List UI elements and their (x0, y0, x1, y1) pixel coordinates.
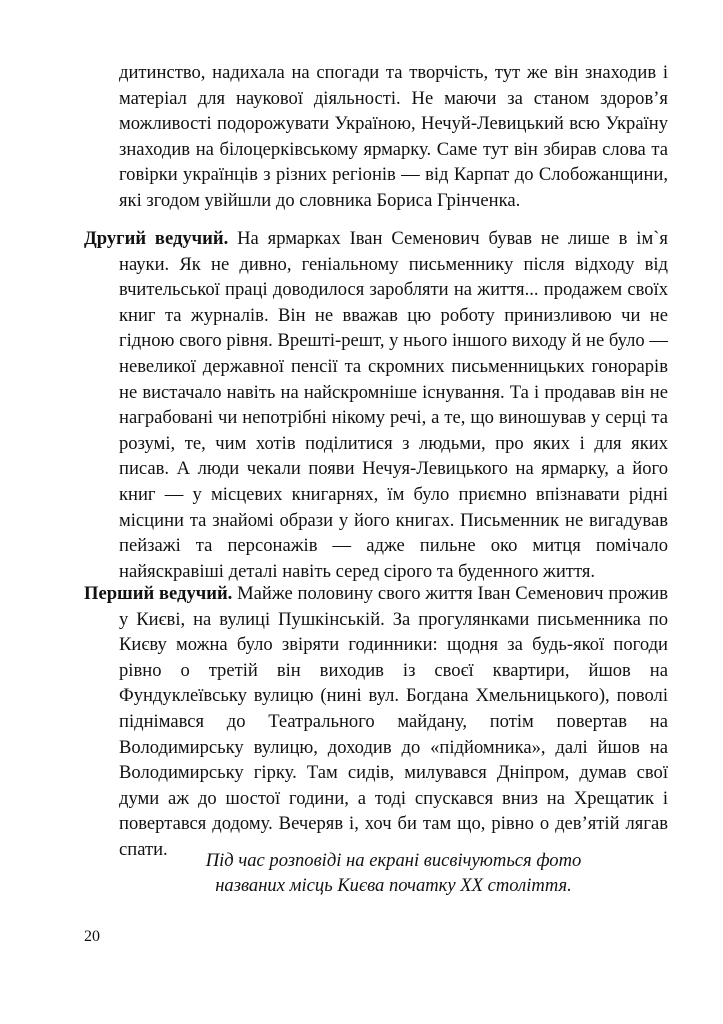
speaker-label: Перший ведучий. (84, 583, 233, 604)
stage-direction (119, 848, 668, 898)
page-number: 20 (84, 928, 100, 945)
speech-text: Майже половину свого життя Іван Семенович прожив у Києві, на вулиці Пушкінській. За прогулянками письменника по Києву можна було звіряти годинники: щодня за будь-якої погоди рівно о третій він виходив із своєї квартири, йшов на Фундуклеївську вулицю (нині вул. Богдана Хмельницького), поволі піднімався до Театрального майдану, потім повертав на Володимирську вулицю, доходив до «підйомника», далі йшов на Володимирську гірку. Там сидів, милувався Дніпром, думав свої думи аж до шостої години, а тоді спускався вниз на Хрещатик і повертався додому. Вечеряв і, хоч би там що, рівно о дев’ятій лягав спати. (119, 583, 668, 860)
continuation-paragraph: дитинство, надихала на спогади та творчість, тут же він знаходив і матеріал для наукової діяльності. Не маючи за станом здоров’я можливості подорожувати Україною, Нечуй-Левицький всю Україну знаходив на білоцерківському ярмарку. Саме тут він збирав слова та говірки українців з різних регіонів — від Карпат до Слобожанщини, які згодом увійшли до словника Бориса Грінченка. (119, 62, 668, 211)
stage-direction-line-1: Під час розповіді на екрані висвічуються фото (205, 850, 582, 871)
speech-text: На ярмарках Іван Семенович бував не лише в ім`я науки. Як не дивно, геніальному письменнику після відходу від вчительської праці доводилося заробляти на життя... продажем своїх книг та журналів. Він не вважав цю роботу принизливою чи не гідною свого рівня. Врешті-решт, у нього іншого виходу й не було — невеликої державної пенсії та скромних письменницьких гонорарів не вистачало навіть на найскромніше існування. Та і продавав він не награбовані чи непотрібні нікому речі, а те, що виношував у серці та розумі, те, чим хотів поділитися з людьми, про яких і для яких писав. А люди чекали появи Нечуя-Левицького на ярмарку, а його книг — у місцевих книгарнях, їм було приємно впізнавати рідні місцини та знайомі образи у його книгах. Письменник не вигадував пейзажі та персонажів — адже пильне око митця помічало найяскравіші деталі навіть серед сірого та буденного життя. (119, 228, 668, 582)
speech-first-host (84, 581, 668, 863)
speaker-label: Другий ведучий. (84, 228, 229, 249)
stage-direction-line-2: названих місць Києва початку XX століття. (215, 875, 572, 896)
speech-second-host (84, 226, 668, 584)
